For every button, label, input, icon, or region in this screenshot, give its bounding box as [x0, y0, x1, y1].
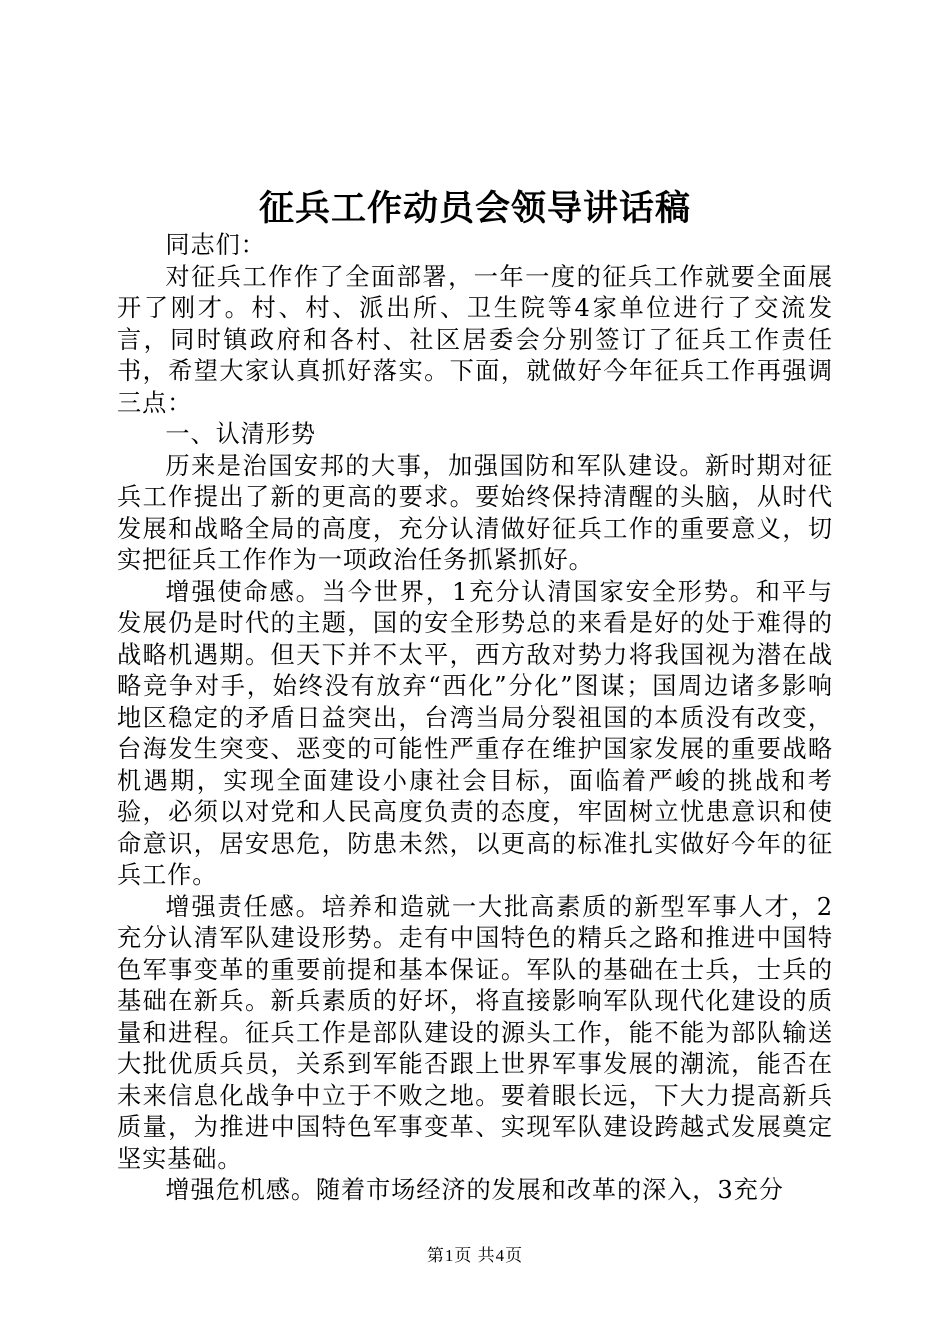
document-body: [117, 230, 833, 1207]
intro-paragraph: 对征兵工作作了全面部署，一年一度的征兵工作就要全面展开了刚才。村、村、派出所、卫生院等4家单位进行了交流发言，同时镇政府和各村、社区居委会分别签订了征兵工作责任书，希望大家认真抓好落实。下面，就做好今年征兵工作再强调三点：: [117, 262, 833, 417]
body-paragraph: 增强危机感。随着市场经济的发展和改革的深入，3充分: [165, 1176, 784, 1204]
body-paragraph: 历来是治国安邦的大事，加强国防和军队建设。新时期对征兵工作提出了新的更高的要求。要始终保持清醒的头脑，从时代发展和战略全局的高度，充分认清做好征兵工作的重要意义，切实把征兵工作作为一项政治任务抓紧抓好。: [117, 451, 833, 574]
body-paragraph: 增强使命感。当今世界，1充分认清国家安全形势。和平与发展仍是时代的主题，国的安全形势总的来看是好的处于难得的战略机遇期。但天下并不太平，西方敌对势力将我国视为潜在战略竞争对手，始终没有放弃“西化”分化”图谋；国周边诸多影响地区稳定的矛盾日益突出，台湾当局分裂祖国的本质没有改变，台海发生突变、恶变的可能性严重存在维护国家发展的重要战略机遇期，实现全面建设小康社会目标，面临着严峻的挑战和考验，必须以对党和人民高度负责的态度，牢固树立忧患意识和使命意识，居安思危，防患未然，以更高的标准扎实做好今年的征兵工作。: [117, 577, 833, 889]
document-title: 征兵工作动员会领导讲话稿: [258, 188, 691, 229]
body-paragraph: 增强责任感。培养和造就一大批高素质的新型军事人才，2充分认清军队建设形势。走有中国特色的精兵之路和推进中国特色军事变革的重要前提和基本保证。军队的基础在士兵，士兵的基础在新兵。新兵素质的好坏，将直接影响军队现代化建设的质量和进程。征兵工作是部队建设的源头工作，能不能为部队输送大批优质兵员，关系到军能否跟上世界军事发展的潮流，能否在未来信息化战争中立于不败之地。要着眼长远，下大力提高新兵质量，为推进中国特色军事变革、实现军队建设跨越式发展奠定坚实基础。: [117, 892, 833, 1173]
section-heading: 一、认清形势: [165, 420, 316, 448]
salutation-paragraph: 同志们：: [165, 231, 266, 259]
page-footer: 第1页 共4页: [426, 1246, 524, 1265]
